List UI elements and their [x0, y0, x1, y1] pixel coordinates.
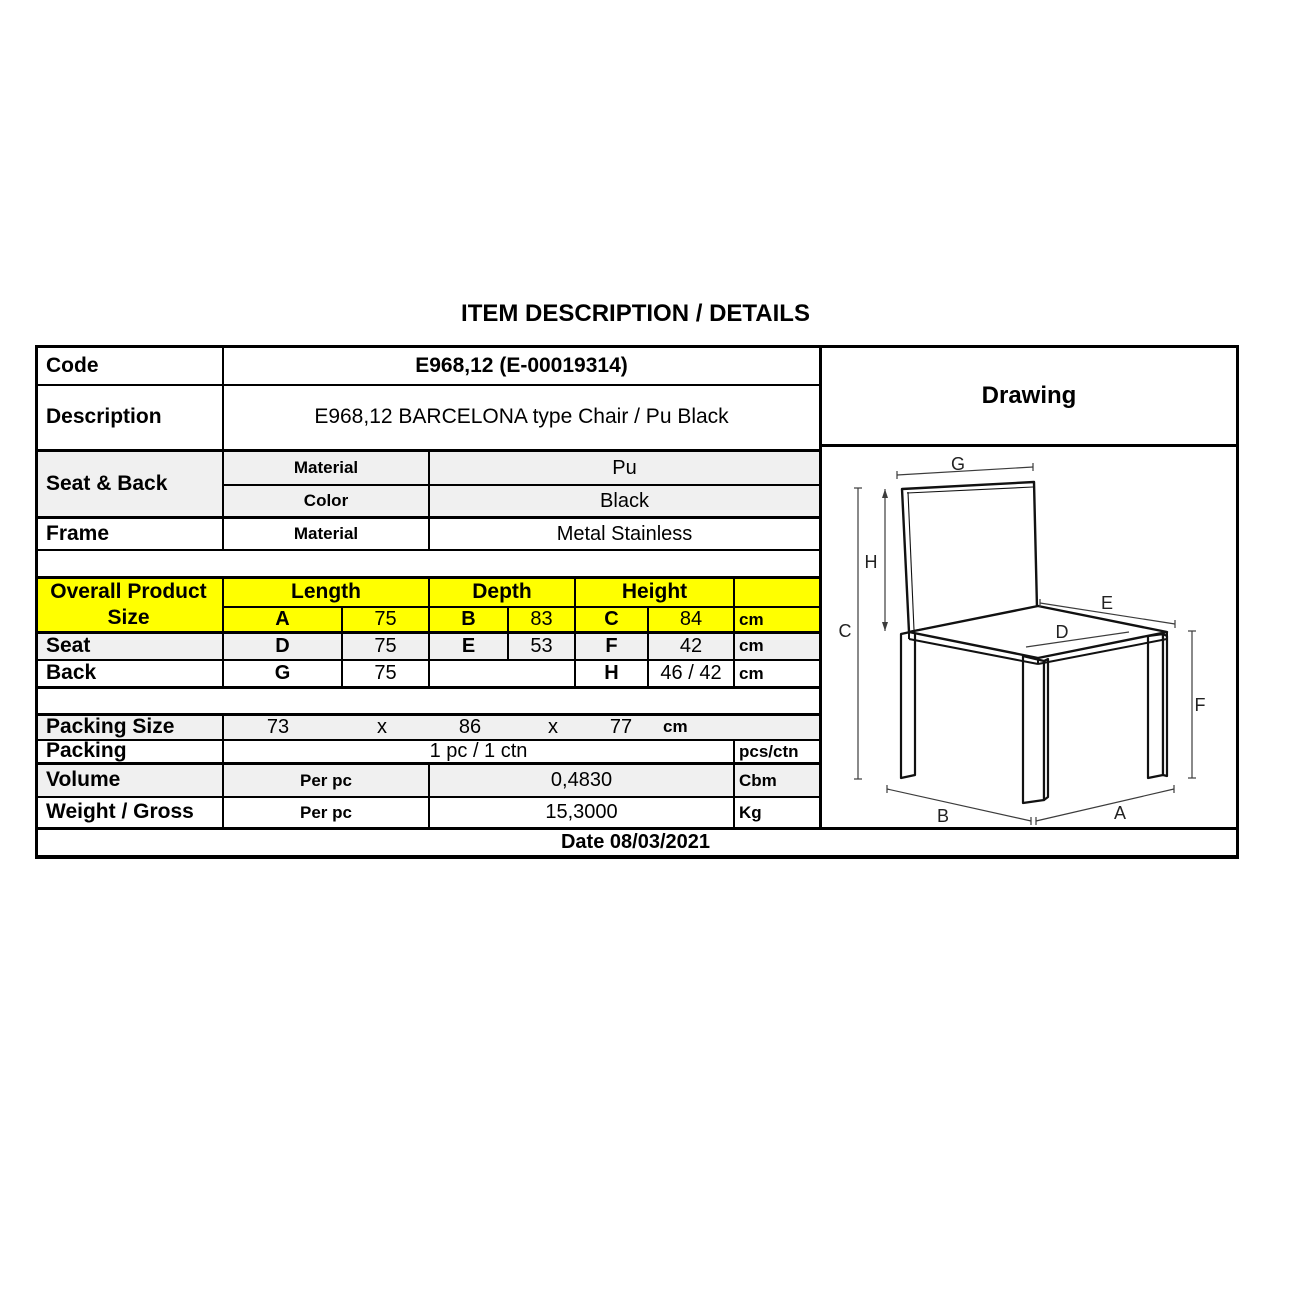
volume-unit: Cbm [739, 770, 777, 790]
seat-back-material-label: Material [293, 458, 359, 478]
seat-back-label: Seat & Back [46, 471, 168, 495]
packing-size-sep2: x [548, 715, 558, 738]
height-header: Height [621, 579, 688, 603]
seat-length-key: D [275, 634, 290, 657]
dim-label-f: F [1194, 695, 1206, 715]
seat-height-value: 42 [679, 634, 703, 657]
seat-row-label: Seat [46, 633, 91, 657]
weight-label: Weight / Gross [46, 800, 194, 824]
seat-depth-key: E [461, 634, 476, 657]
packing-value: 1 pc / 1 ctn [429, 740, 528, 762]
packing-label: Packing [46, 739, 127, 763]
back-unit: cm [739, 663, 764, 683]
packing-size-label: Packing Size [46, 714, 175, 738]
dim-label-h: H [864, 552, 878, 572]
chair-drawing [822, 447, 1236, 827]
seat-back-color-label: Color [303, 491, 349, 511]
back-row-label: Back [46, 661, 97, 685]
back-length-value: 75 [374, 662, 397, 684]
seat-length-value: 75 [374, 634, 397, 657]
dim-label-a: A [1113, 803, 1127, 823]
overall-height-key: C [604, 608, 619, 630]
volume-value: 0,4830 [550, 769, 613, 791]
seat-depth-value: 53 [530, 634, 553, 657]
volume-basis: Per pc [300, 770, 352, 790]
code-label: Code [46, 353, 99, 377]
dim-label-g: G [950, 454, 966, 474]
packing-size-sep1: x [377, 715, 387, 738]
weight-unit: Kg [739, 802, 762, 822]
size-section-label [35, 578, 222, 632]
back-height-value: 46 / 42 [660, 662, 722, 684]
seat-back-color-value: Black [600, 489, 649, 512]
drawing-header: Drawing [981, 382, 1077, 410]
length-header: Length [291, 579, 361, 603]
dim-label-b: B [936, 806, 950, 826]
overall-height-value: 84 [679, 608, 703, 630]
weight-basis: Per pc [300, 802, 352, 822]
packing-size-d3: 77 [609, 715, 633, 738]
back-length-key: G [274, 662, 291, 684]
packing-unit: pcs/ctn [739, 741, 799, 761]
overall-length-value: 75 [374, 608, 397, 630]
overall-depth-value: 83 [530, 608, 553, 630]
seat-unit: cm [739, 636, 764, 656]
packing-size-d1: 73 [266, 715, 290, 738]
dim-label-d: D [1055, 622, 1069, 642]
page-title: ITEM DESCRIPTION / DETAILS [461, 300, 810, 328]
date-note: Date 08/03/2021 [560, 831, 710, 853]
seat-height-key: F [605, 634, 618, 657]
frame-label: Frame [46, 521, 110, 545]
description-label: Description [46, 405, 162, 429]
seat-back-material-value: Pu [612, 456, 637, 479]
dim-label-c: C [838, 621, 852, 641]
overall-depth-key: B [461, 608, 476, 630]
overall-unit: cm [739, 609, 764, 629]
frame-material-value: Metal Stainless [556, 522, 693, 545]
dim-label-e: E [1100, 593, 1114, 613]
packing-size-unit: cm [663, 717, 688, 737]
description-value: E968,12 BARCELONA type Chair / Pu Black [314, 405, 729, 429]
frame-material-label: Material [293, 524, 359, 544]
size-section-label-line1: Overall Product [50, 579, 207, 603]
overall-length-key: A [275, 608, 290, 630]
size-section-label-line2: Size [107, 606, 150, 629]
weight-value: 15,3000 [545, 801, 618, 823]
volume-label: Volume [46, 768, 121, 792]
code-value: E968,12 (E-00019314) [415, 353, 628, 377]
depth-header: Depth [472, 579, 532, 603]
packing-size-d2: 86 [458, 715, 482, 738]
back-height-key: H [604, 662, 619, 684]
